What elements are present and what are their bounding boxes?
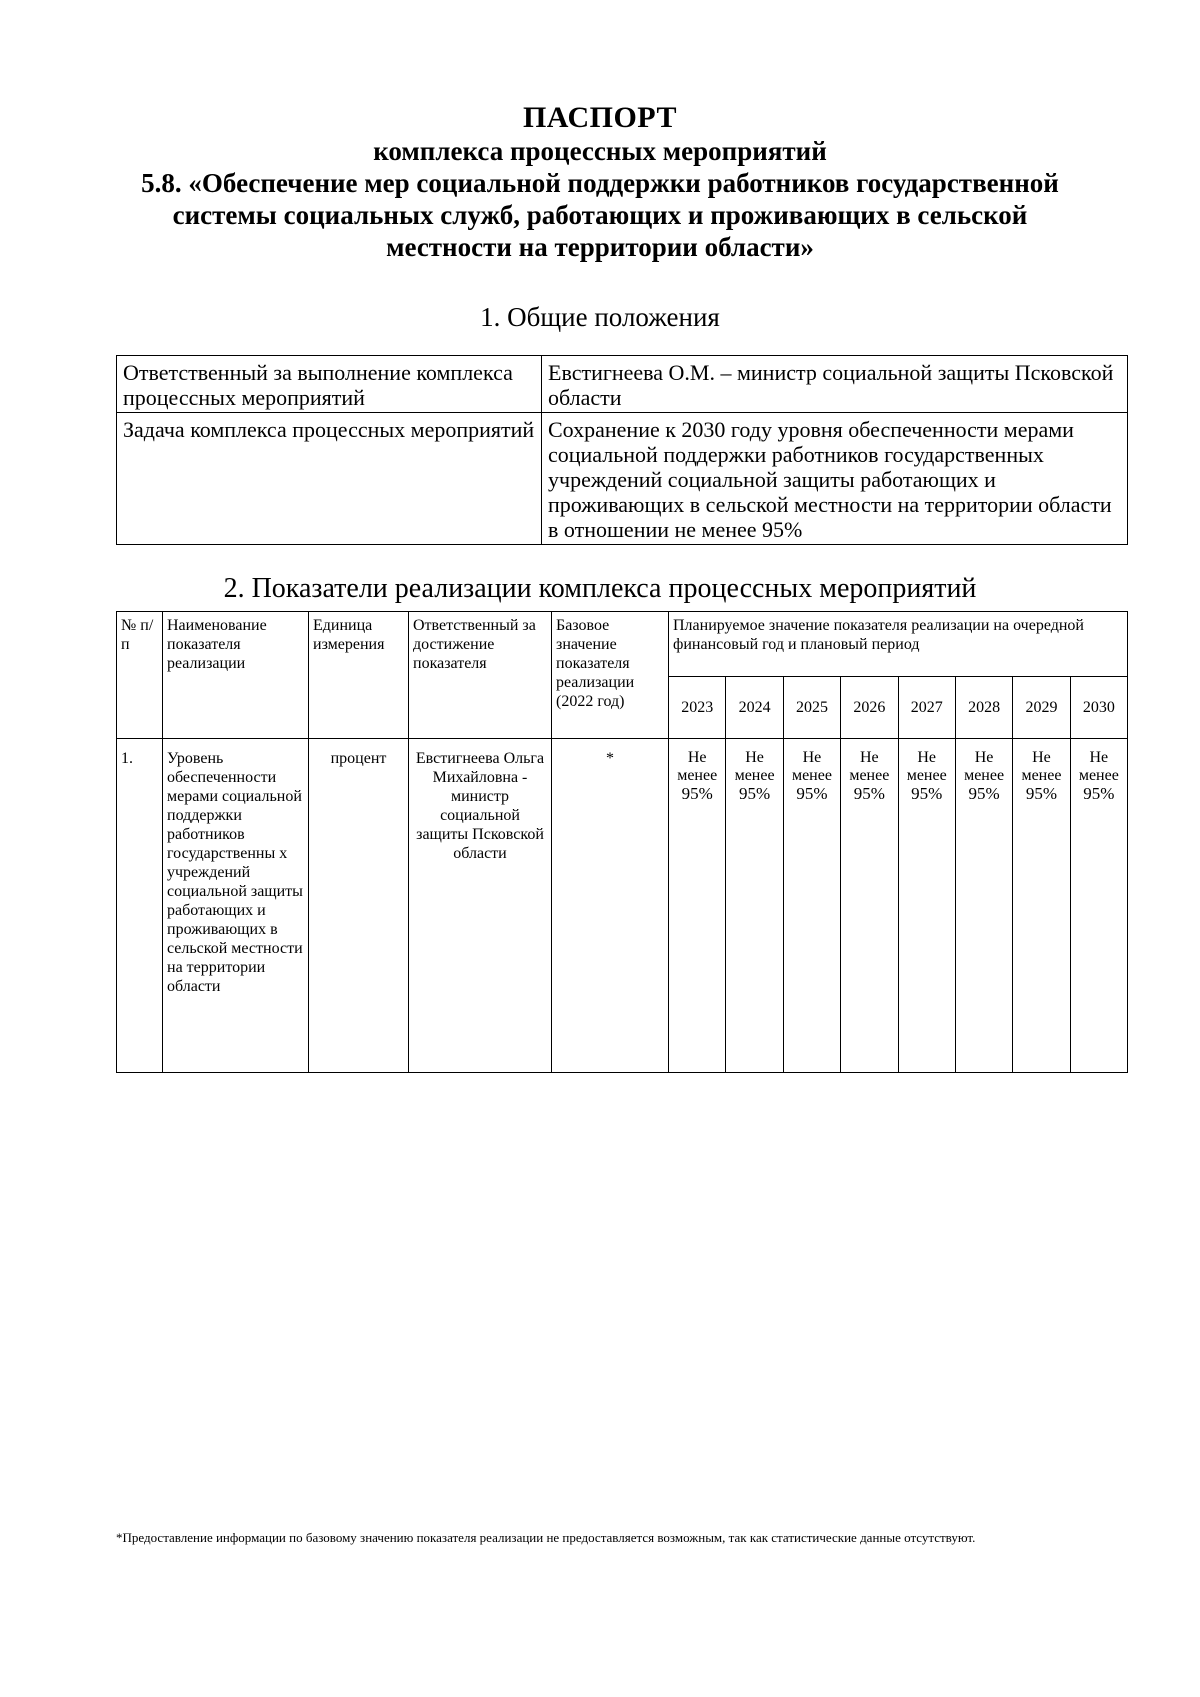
header-num: № п/п (117, 612, 163, 739)
header-name: Наименование показателя реализации (163, 612, 309, 739)
planned-value-2026 (841, 739, 898, 1073)
document-title-block (0, 100, 1200, 263)
task-label: Задача комплекса процессных мероприятий (117, 413, 542, 545)
value-percent: 95% (738, 784, 771, 803)
planned-value-2023 (669, 739, 726, 1073)
header-year: 2026 (841, 677, 898, 739)
planned-value-2027 (898, 739, 955, 1073)
header-unit: Единица измерения (309, 612, 409, 739)
planned-value-2028 (955, 739, 1012, 1073)
value-percent: 95% (1083, 784, 1115, 803)
row-unit: процент (309, 739, 409, 1073)
table-header-row (117, 612, 1128, 677)
value-prefix: Не менее (791, 749, 832, 784)
program-title-line-3: местности на территории области» (386, 232, 814, 262)
value-prefix: Не менее (1021, 749, 1062, 784)
header-year: 2024 (726, 677, 783, 739)
planned-value-2029 (1013, 739, 1070, 1073)
value-prefix: Не менее (677, 749, 718, 784)
section-general-heading: 1. Общие положения (480, 302, 720, 332)
planned-value-2024 (726, 739, 783, 1073)
value-percent: 95% (911, 784, 943, 803)
header-year: 2028 (955, 677, 1012, 739)
value-percent: 95% (853, 784, 885, 803)
value-prefix: Не менее (964, 749, 1005, 784)
planned-value-2025 (783, 739, 840, 1073)
value-percent: 95% (681, 784, 713, 803)
header-year: 2029 (1013, 677, 1070, 739)
planned-value-2030 (1070, 739, 1127, 1073)
table-row (117, 739, 1128, 1073)
header-base: Базовое значение показателя реализации (2022 год) (552, 612, 669, 739)
row-indicator-name: Уровень обеспеченности мерами социальной поддержки работников государственны х учреждений социальной защиты работающих и проживающих в сельской местности на территории области (163, 739, 309, 1073)
value-prefix: Не менее (1078, 749, 1119, 784)
value-prefix: Не менее (906, 749, 947, 784)
header-responsible: Ответственный за достижение показателя (409, 612, 552, 739)
value-prefix: Не менее (849, 749, 890, 784)
row-num: 1. (117, 739, 163, 1073)
responsible-label: Ответственный за выполнение комплекса процессных мероприятий (117, 356, 542, 413)
row-base-value: * (552, 739, 669, 1073)
value-percent: 95% (1025, 784, 1058, 803)
header-year: 2030 (1070, 677, 1127, 739)
program-title-line-1: 5.8. «Обеспечение мер социальной поддержки работников государственной (141, 168, 1059, 198)
task-value: Сохранение к 2030 году уровня обеспеченности мерами социальной поддержки работников государственных учреждений социальной защиты работающих и проживающих в сельской местности на территории области в отношении не менее 95% (542, 413, 1128, 545)
section-indicators-heading: 2. Показатели реализации комплекса процессных мероприятий (223, 573, 977, 604)
responsible-value: Евстигнеева О.М. – министр социальной защиты Псковской области (542, 356, 1128, 413)
general-provisions-table (116, 355, 1128, 545)
document-title: ПАСПОРТ (522, 101, 678, 134)
footnote: *Предоставление информации по базовому значению показателя реализации не предоставляется возможным, так как статистические данные отсутствуют. (116, 1530, 976, 1545)
header-year: 2027 (898, 677, 955, 739)
header-planned: Планируемое значение показателя реализации на очередной финансовый год и плановый период (669, 612, 1128, 677)
header-year: 2025 (783, 677, 840, 739)
document-subtitle: комплекса процессных мероприятий (373, 136, 827, 166)
program-title-line-2: системы социальных служб, работающих и проживающих в сельской (172, 200, 1028, 230)
value-percent: 95% (796, 784, 828, 803)
header-year: 2023 (669, 677, 726, 739)
row-responsible: Евстигнеева Ольга Михайловна - министр социальной защиты Псковской области (409, 739, 552, 1073)
table-row (117, 356, 1128, 413)
indicators-table (116, 611, 1128, 1073)
value-percent: 95% (968, 784, 1000, 803)
table-row (117, 413, 1128, 545)
value-prefix: Не менее (734, 749, 775, 784)
